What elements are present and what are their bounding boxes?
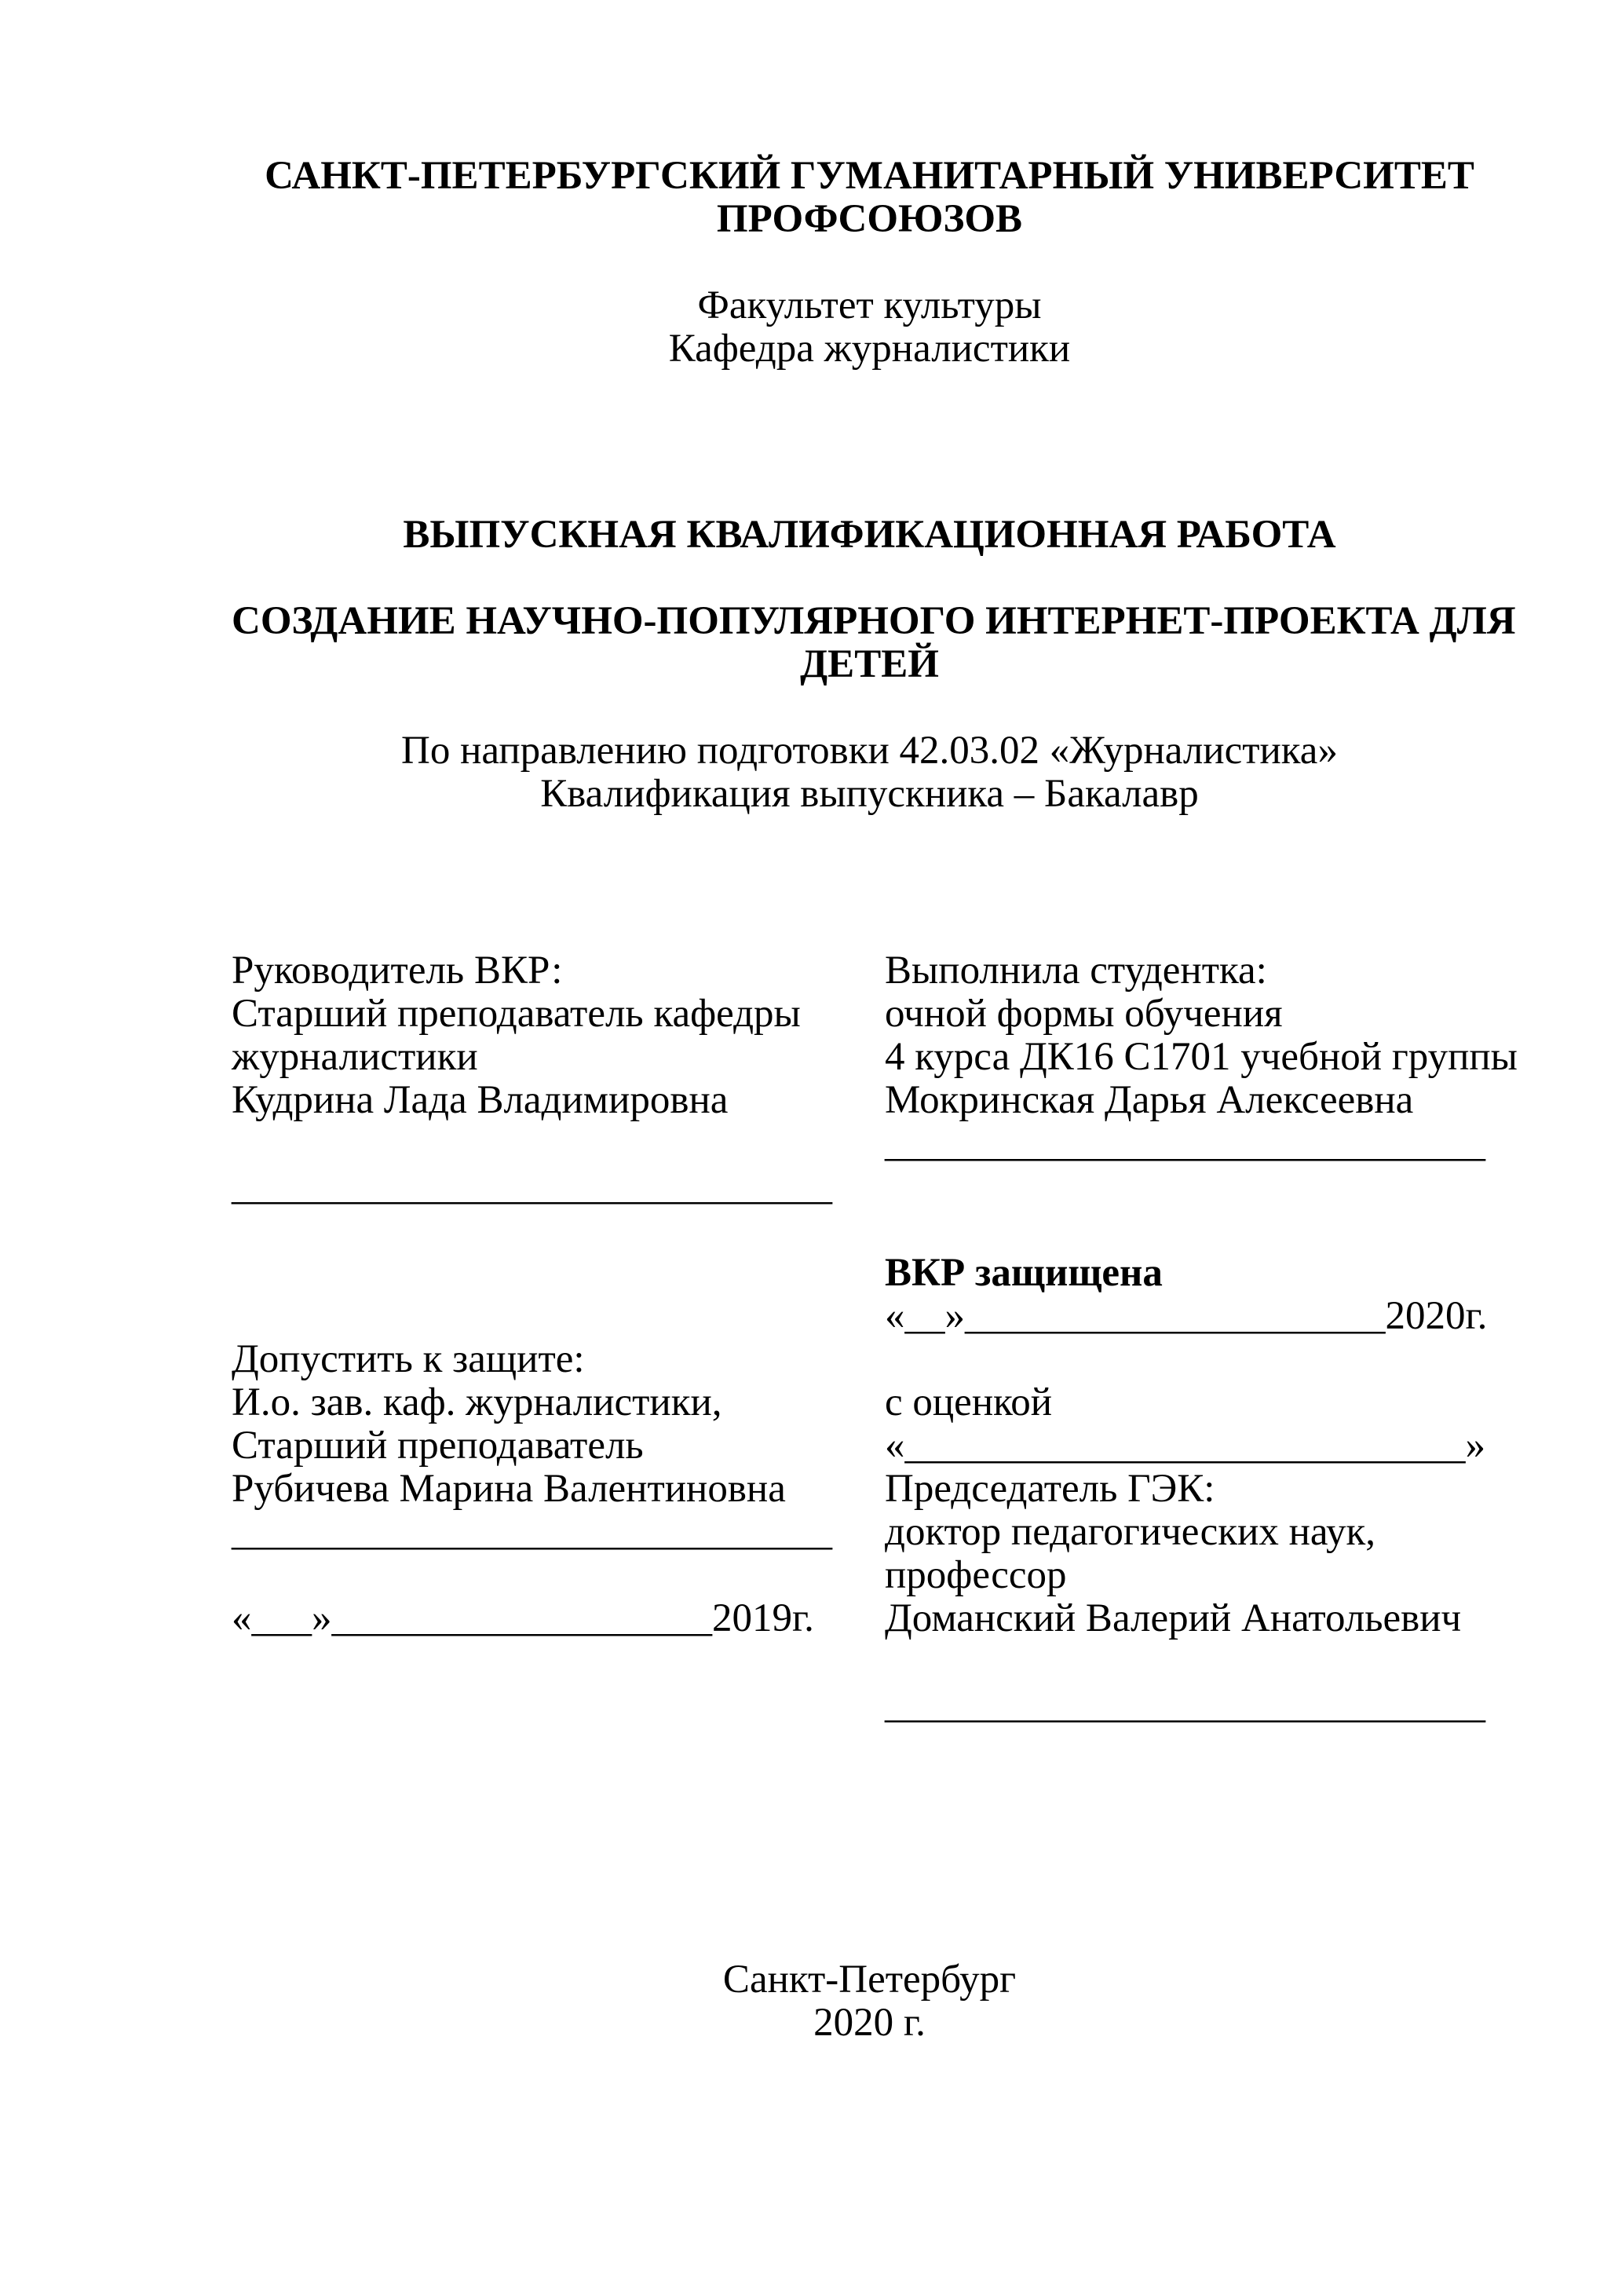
signature-columns <box>232 949 1518 1727</box>
work-type-block <box>232 514 1507 557</box>
admit-position-line1: И.о. зав. каф. журналистики, <box>232 1380 722 1424</box>
university-name-line2: ПРОФСОЮЗОВ <box>716 197 1023 241</box>
thesis-title-block <box>232 599 1516 686</box>
spacer-row <box>232 1640 885 1684</box>
chairman-label: Председатель ГЭК: <box>885 1467 1215 1511</box>
footer-year: 2020 г. <box>813 2001 926 2045</box>
chairman-degree: доктор педагогических наук, <box>885 1510 1375 1554</box>
chairman-signature-line: ______________________________ <box>885 1683 1485 1727</box>
left-column <box>232 949 885 1727</box>
supervisor-label: Руководитель ВКР: <box>232 949 563 993</box>
admit-signature-line: ______________________________ <box>232 1510 832 1554</box>
spacer-row <box>885 1640 1507 1684</box>
chairman-name: Доманский Валерий Анатольевич <box>885 1596 1462 1640</box>
defended-label: ВКР защищена <box>885 1251 1163 1295</box>
right-column <box>885 949 1518 1727</box>
spacer-row <box>232 1684 885 1727</box>
qualification: Квалификация выпускника – Бакалавр <box>540 772 1199 816</box>
spacer-row <box>885 1165 1507 1208</box>
faculty-department-block <box>232 284 1507 371</box>
student-label: Выполнила студентка: <box>885 949 1267 993</box>
admit-date-line: «___»___________________2019г. <box>232 1596 814 1640</box>
supervisor-position-line1: Старший преподаватель кафедры <box>232 992 801 1036</box>
faculty-name: Факультет культуры <box>697 283 1042 327</box>
admit-position-line2: Старший преподаватель <box>232 1424 644 1468</box>
department-name: Кафедра журналистики <box>668 327 1071 371</box>
program-direction: По направлению подготовки 42.03.02 «Журналистика» <box>401 729 1338 773</box>
university-name-line1: САНКТ-ПЕТЕРБУРГСКИЙ ГУМАНИТАРНЫЙ УНИВЕРСИТЕТ <box>265 154 1474 198</box>
footer-city: Санкт-Петербург <box>722 1958 1017 2002</box>
chairman-rank: профессор <box>885 1553 1067 1597</box>
spacer-row <box>232 1208 885 1252</box>
university-header <box>232 155 1507 241</box>
footer-block <box>232 1958 1507 2045</box>
supervisor-signature-line: ______________________________ <box>232 1164 832 1208</box>
grade-line: «____________________________» <box>885 1424 1485 1468</box>
spacer-row <box>885 1338 1507 1381</box>
student-group: 4 курса ДК16 С1701 учебной группы <box>885 1035 1518 1079</box>
spacer-row <box>232 1122 885 1165</box>
admit-label: Допустить к защите: <box>232 1337 585 1381</box>
thesis-title-line1: СОЗДАНИЕ НАУЧНО-ПОПУЛЯРНОГО ИНТЕРНЕТ-ПРОЕКТА ДЛЯ <box>232 599 1516 643</box>
spacer-row <box>232 1554 885 1597</box>
supervisor-position-line2: журналистики <box>232 1035 478 1079</box>
spacer-row <box>885 1208 1507 1252</box>
work-type-title: ВЫПУСКНАЯ КВАЛИФИКАЦИОННАЯ РАБОТА <box>403 513 1336 557</box>
grade-label: с оценкой <box>885 1380 1053 1424</box>
defended-date-line: «__»_____________________2020г. <box>885 1294 1488 1338</box>
program-block <box>232 729 1507 816</box>
student-signature-line: ______________________________ <box>885 1121 1485 1165</box>
student-form: очной формы обучения <box>885 992 1283 1036</box>
spacer-row <box>232 1252 885 1295</box>
student-name: Мокринская Дарья Алексеевна <box>885 1078 1414 1122</box>
thesis-title-line2: ДЕТЕЙ <box>800 642 939 686</box>
spacer-row <box>232 1295 885 1338</box>
admit-name: Рубичева Марина Валентиновна <box>232 1467 786 1511</box>
supervisor-name: Кудрина Лада Владимировна <box>232 1078 729 1122</box>
